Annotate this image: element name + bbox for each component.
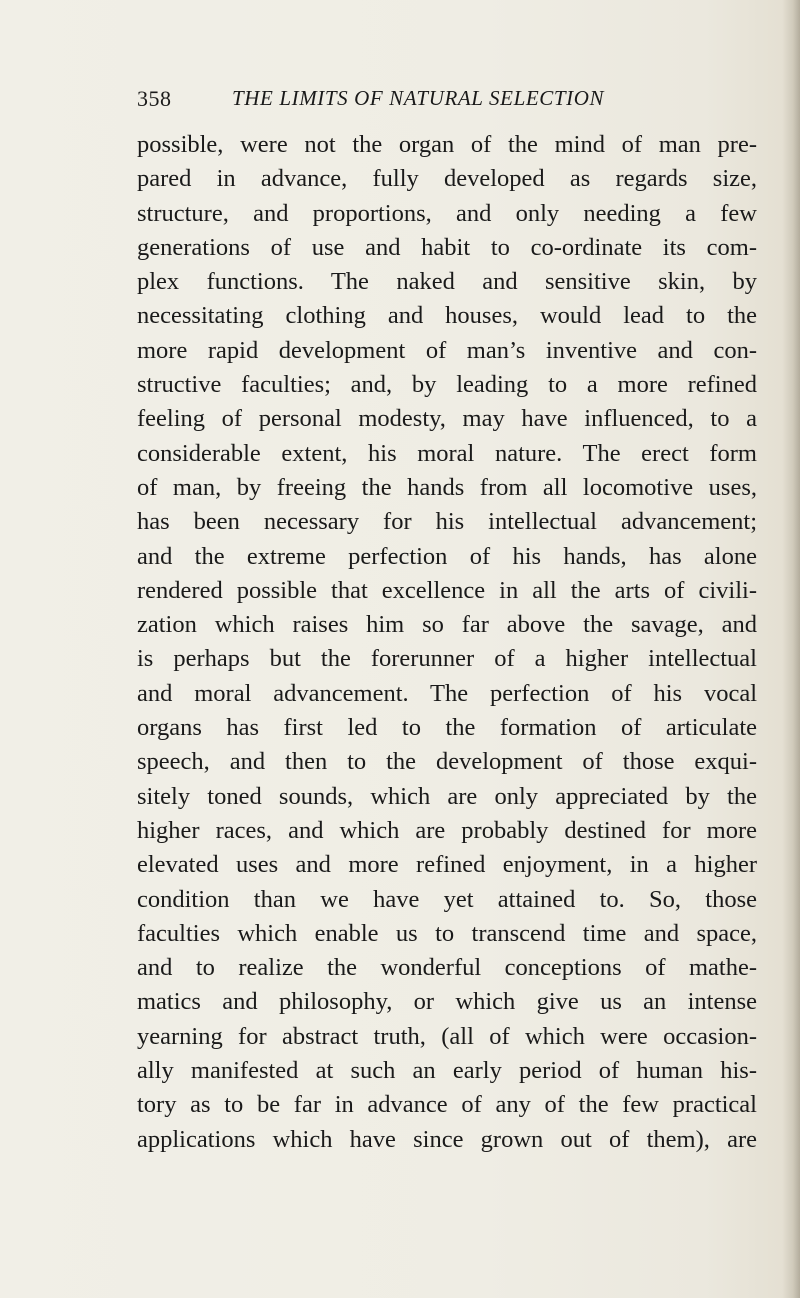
text-line: more rapid development of man’s inventive and con- (137, 336, 757, 364)
text-line: of man, by freeing the hands from all locomotive uses, (137, 473, 757, 501)
text-line: tory as to be far in advance of any of the few practical (137, 1091, 757, 1119)
page-number: 358 (137, 86, 172, 111)
text-line: speech, and then to the development of those exqui- (137, 748, 757, 776)
text-line: is perhaps but the forerunner of a higher intellectual (137, 645, 757, 673)
text-line: ally manifested at such an early period of human his- (137, 1057, 757, 1085)
running-header (137, 78, 757, 118)
text-line: elevated uses and more refined enjoyment, in a higher (137, 851, 757, 879)
text-line: and moral advancement. The perfection of his vocal (137, 679, 757, 707)
text-line: condition than we have yet attained to. So, those (137, 885, 757, 913)
page-edge-shadow (782, 0, 800, 1298)
text-line: considerable extent, his moral nature. The erect form (137, 439, 757, 467)
text-line: organs has first led to the formation of articulate (137, 714, 757, 742)
text-line: generations of use and habit to co-ordinate its com- (137, 233, 757, 261)
text-line: sitely toned sounds, which are only appreciated by the (137, 782, 757, 810)
text-line: rendered possible that excellence in all the arts of civili- (137, 576, 757, 604)
text-line: matics and philosophy, or which give us an intense (137, 988, 757, 1016)
text-line: yearning for abstract truth, (all of which were occasion- (137, 1022, 757, 1050)
text-line: structive faculties; and, by leading to a more refined (137, 371, 757, 399)
running-title: THE LIMITS OF NATURAL SELECTION (232, 86, 605, 110)
text-line: structure, and proportions, and only needing a few (137, 199, 757, 227)
text-line: and the extreme perfection of his hands, has alone (137, 542, 757, 570)
text-line: feeling of personal modesty, may have influenced, to a (137, 405, 757, 433)
body-paragraph (137, 128, 757, 1157)
text-line: zation which raises him so far above the savage, and (137, 611, 757, 639)
text-line: necessitating clothing and houses, would lead to the (137, 302, 757, 330)
text-line: pared in advance, fully developed as regards size, (137, 165, 757, 193)
text-line: plex functions. The naked and sensitive skin, by (137, 268, 757, 296)
text-line: and to realize the wonderful conceptions of mathe- (137, 954, 757, 982)
text-line: faculties which enable us to transcend time and space, (137, 919, 757, 947)
text-line: applications which have since grown out of them), are (137, 1125, 757, 1153)
text-line: possible, were not the organ of the mind of man pre- (137, 131, 757, 158)
text-line: higher races, and which are probably destined for more (137, 816, 757, 844)
text-line: has been necessary for his intellectual advancement; (137, 508, 757, 536)
